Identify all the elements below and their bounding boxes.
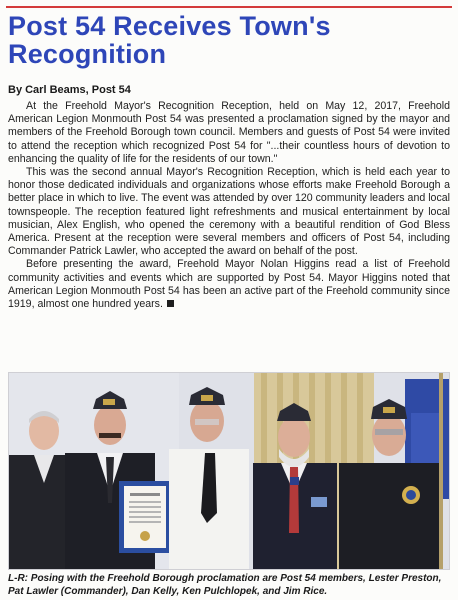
article-body [8,100,450,311]
group-photo-image [9,373,450,570]
paragraph-1: At the Freehold Mayor's Recognition Reception, held on May 12, 2017, Freehold American Legion Monmouth Post 54 was presented a proclamation signed by the mayor and members of the Freehold Borough town council. Members and guests of Post 54 were invited to attend the reception which recognized Post 54 for "...their countless hours of devotion to enhancing the quality of life for the residents of our town." [8,100,450,165]
paragraph-2: This was the second annual Mayor's Recognition Reception, which is held each year to honor those dedicated individuals and organizations whose efforts make Freehold Borough a better place in which to live. The event was attended by over 120 community leaders and local townspeople. The reception featured light refreshments and musical entertainment by local musician, Alex English, who opened the ceremony with a beautiful rendition of God Bless America. Present at the reception were several members and officers of Post 54, including Commander Patrick Lawler, who accepted the award on behalf of the post. [8,166,450,258]
article-byline: By Carl Beams, Post 54 [8,84,131,96]
article-headline: Post 54 Receives Town's Recognition [8,11,331,69]
proclamation-frame [119,481,171,553]
top-rule [6,6,452,8]
photo-caption: L-R: Posing with the Freehold Borough proclamation are Post 54 members, Lester Preston, Pat Lawler (Commander), Dan Kelly, Ken Pulchlopek, and Jim Rice. [8,573,442,597]
paragraph-3-text: Before presenting the award, Freehold Mayor Nolan Higgins read a list of Freehold community activities and events which are supported by Post 54. Mayor Higgins noted that American Legion Monmouth Post 54 has been an active part of the Freehold community since 1919, almost one hundred years. [8,258,450,311]
group-photo [8,372,450,570]
paragraph-3 [8,258,450,311]
end-of-article-mark [167,300,174,307]
